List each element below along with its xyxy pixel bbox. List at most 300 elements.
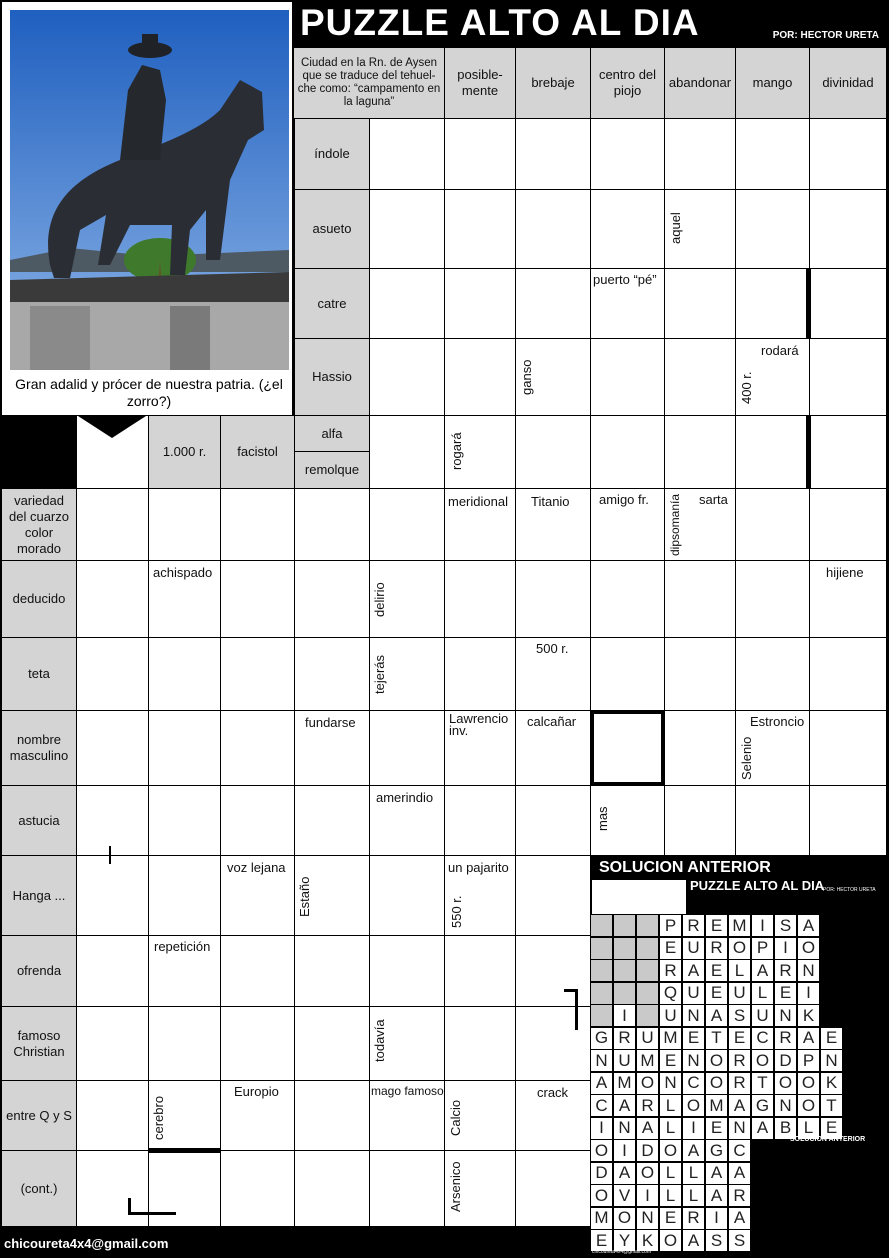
corner-mark — [564, 989, 578, 992]
solution-cell: C — [590, 1094, 613, 1117]
answer-cell[interactable] — [148, 637, 221, 711]
answer-cell[interactable] — [220, 560, 295, 638]
answer-cell[interactable] — [444, 189, 516, 269]
answer-cell[interactable] — [809, 189, 887, 269]
row-clue-hanga: Hanga ... — [1, 855, 77, 936]
clue-facistol: facistol — [220, 415, 295, 489]
solution-cell: M — [613, 1072, 636, 1095]
hint-estano: Estaño — [297, 876, 312, 917]
solution-cell: A — [728, 1162, 751, 1185]
solution-cell: A — [705, 1162, 728, 1185]
hint-crack: crack — [537, 1085, 569, 1100]
answer-cell[interactable] — [369, 1150, 445, 1227]
row-clue-nombre: nombre masculino — [1, 710, 77, 786]
answer-cell[interactable] — [148, 488, 221, 561]
tick-mark — [109, 846, 111, 864]
solution-cell: O — [797, 1072, 820, 1095]
answer-cell[interactable] — [220, 1150, 295, 1227]
answer-cell[interactable] — [444, 1006, 516, 1081]
solution-cell: N — [728, 1117, 751, 1140]
solution-cell: E — [705, 959, 728, 982]
solution-cell: I — [682, 1117, 705, 1140]
answer-cell[interactable] — [444, 560, 516, 638]
column-clue-1: Ciudad en la Rn. de Aysen que se traduce del tehuel-che como: “campamento en la laguna” — [293, 47, 445, 119]
solution-cell: O — [774, 1072, 797, 1095]
answer-cell[interactable] — [444, 118, 516, 190]
solution-cell: N — [613, 1117, 636, 1140]
answer-cell[interactable] — [76, 710, 149, 786]
solution-cell: L — [751, 982, 774, 1005]
hint-cerebro: cerebro — [151, 1095, 166, 1140]
solution-cell: A — [636, 1117, 659, 1140]
answer-cell[interactable] — [735, 415, 810, 489]
solution-cell: C — [682, 1072, 705, 1095]
answer-cell[interactable] — [294, 1080, 370, 1151]
solution-cell: L — [659, 1184, 682, 1207]
answer-cell[interactable] — [735, 189, 810, 269]
answer-cell[interactable] — [220, 710, 295, 786]
answer-cell[interactable] — [515, 268, 591, 339]
solution-cell: T — [705, 1027, 728, 1050]
row-clue-astucia: astucia — [1, 785, 77, 856]
solution-cell: N — [774, 1004, 797, 1027]
hint-dipsomania: dipsomanía — [668, 493, 682, 556]
solution-cell: S — [728, 1004, 751, 1027]
solution-cell: O — [682, 1094, 705, 1117]
solution-cell: O — [590, 1184, 613, 1207]
answer-cell[interactable] — [809, 338, 887, 416]
hint-amerindio: amerindio — [376, 790, 434, 805]
solution-cell: L — [682, 1184, 705, 1207]
row-clue-teta: teta — [1, 637, 77, 711]
hint-selenio: Selenio — [739, 736, 754, 780]
solution-cell: A — [682, 1139, 705, 1162]
answer-cell[interactable] — [664, 637, 736, 711]
answer-cell[interactable] — [515, 785, 591, 856]
solution-title: SOLUCION ANTERIOR — [599, 859, 771, 876]
column-clue-7: divinidad — [809, 47, 887, 119]
solution-cell — [636, 1004, 659, 1027]
solution-cell: A — [705, 1184, 728, 1207]
hint-delirio: delirio — [372, 582, 387, 617]
solution-cell: O — [636, 1162, 659, 1185]
solution-cell: N — [590, 1049, 613, 1072]
answer-cell[interactable] — [369, 855, 445, 936]
answer-cell[interactable] — [369, 710, 445, 786]
statue-photo — [10, 10, 289, 370]
solution-cell: R — [659, 959, 682, 982]
solution-cell: N — [682, 1049, 705, 1072]
answer-cell[interactable] — [590, 338, 665, 416]
author-byline: POR: HECTOR URETA — [772, 30, 879, 41]
solution-cell — [613, 937, 636, 960]
solution-cell: N — [636, 1207, 659, 1230]
answer-cell[interactable] — [294, 1150, 370, 1227]
clue-remolque: remolque — [294, 451, 370, 489]
answer-cell[interactable] — [148, 1006, 221, 1081]
solution-cell — [636, 959, 659, 982]
thick-bar — [806, 268, 811, 339]
answer-cell[interactable] — [664, 415, 736, 489]
solution-cell: M — [659, 1027, 682, 1050]
solution-cell: K — [820, 1072, 843, 1095]
solution-cell: D — [636, 1139, 659, 1162]
solution-cell: V — [613, 1184, 636, 1207]
solution-cell — [613, 982, 636, 1005]
solution-cell: O — [659, 1139, 682, 1162]
answer-cell[interactable] — [664, 268, 736, 339]
solution-cell: G — [751, 1094, 774, 1117]
solution-cell: R — [728, 1049, 751, 1072]
solution-cell: L — [659, 1117, 682, 1140]
answer-cell[interactable] — [444, 785, 516, 856]
row-clue-cuarzo: variedad del cuarzo color morado — [1, 488, 77, 561]
answer-cell[interactable] — [664, 560, 736, 638]
solution-cell: R — [728, 1072, 751, 1095]
solution-cell: K — [636, 1229, 659, 1252]
solution-cell — [636, 914, 659, 937]
answer-cell[interactable] — [369, 415, 445, 489]
hint-rogara: rogará — [449, 432, 464, 470]
answer-cell[interactable] — [809, 268, 887, 339]
hint-repeticion: repetición — [154, 939, 211, 954]
solution-cell: E — [705, 982, 728, 1005]
solution-cell: O — [705, 1072, 728, 1095]
solution-cell: A — [682, 959, 705, 982]
answer-cell[interactable] — [735, 637, 810, 711]
answer-cell[interactable] — [664, 338, 736, 416]
row-clue-asueto: asueto — [294, 189, 370, 269]
solution-cell: R — [774, 1027, 797, 1050]
answer-cell[interactable] — [735, 560, 810, 638]
answer-cell[interactable] — [664, 710, 736, 786]
solution-cell: L — [797, 1117, 820, 1140]
row-clue-qys: entre Q y S — [1, 1080, 77, 1151]
solution-cell: I — [613, 1004, 636, 1027]
answer-cell[interactable] — [294, 785, 370, 856]
solution-cell — [590, 1004, 613, 1027]
solution-cell: U — [682, 982, 705, 1005]
puzzle-title: PUZZLE ALTO AL DIA — [300, 2, 700, 43]
solution-cell: U — [728, 982, 751, 1005]
row-clue-catre: catre — [294, 268, 370, 339]
solution-cell: C — [751, 1027, 774, 1050]
solution-cell — [613, 914, 636, 937]
hint-ganso: ganso — [519, 359, 534, 395]
answer-cell[interactable] — [76, 935, 149, 1007]
row-clue-hassio: Hassio — [294, 338, 370, 416]
answer-cell[interactable] — [148, 855, 221, 936]
solution-cell: E — [820, 1027, 843, 1050]
row-clue-deducido: deducido — [1, 560, 77, 638]
solution-cell: I — [751, 914, 774, 937]
solution-cell: E — [774, 982, 797, 1005]
answer-cell[interactable] — [294, 1006, 370, 1081]
answer-cell[interactable] — [590, 637, 665, 711]
column-clue-6: mango — [735, 47, 810, 119]
answer-cell[interactable] — [220, 1006, 295, 1081]
solution-cell: I — [613, 1139, 636, 1162]
answer-cell[interactable] — [76, 1006, 149, 1081]
answer-cell[interactable] — [444, 637, 516, 711]
solution-cell: Y — [613, 1229, 636, 1252]
hint-calcio: Calcio — [448, 1099, 463, 1136]
solution-cell: M — [590, 1207, 613, 1230]
solution-cell: A — [705, 1004, 728, 1027]
answer-cell[interactable] — [590, 560, 665, 638]
solution-cell: O — [751, 1049, 774, 1072]
hint-rodara: rodará — [761, 343, 799, 358]
solution-cell: E — [682, 1027, 705, 1050]
answer-cell[interactable] — [515, 1006, 591, 1081]
answer-cell[interactable] — [148, 1150, 221, 1227]
hint-arsenico: Arsenico — [448, 1161, 463, 1212]
solution-cell: I — [590, 1117, 613, 1140]
answer-cell[interactable] — [809, 488, 887, 561]
solution-cell: O — [705, 1049, 728, 1072]
answer-cell[interactable] — [809, 415, 887, 489]
solution-cell: E — [705, 914, 728, 937]
answer-cell[interactable] — [220, 935, 295, 1007]
thick-bar — [806, 415, 811, 489]
solution-cell: A — [797, 914, 820, 937]
solution-cell: S — [774, 914, 797, 937]
answer-cell[interactable] — [735, 268, 810, 339]
solution-cell: L — [728, 959, 751, 982]
row-clue-ofrenda: ofrenda — [1, 935, 77, 1007]
solution-cell: A — [613, 1162, 636, 1185]
answer-cell[interactable] — [369, 118, 445, 190]
answer-cell[interactable] — [590, 415, 665, 489]
solution-cell — [590, 982, 613, 1005]
answer-cell[interactable] — [76, 488, 149, 561]
answer-cell[interactable] — [515, 560, 591, 638]
solution-cell: I — [797, 982, 820, 1005]
hint-achispado: achispado — [153, 565, 213, 580]
answer-cell[interactable] — [735, 118, 810, 190]
solution-cell: A — [751, 1117, 774, 1140]
answer-cell[interactable] — [515, 118, 591, 190]
solution-cell: D — [590, 1162, 613, 1185]
answer-cell[interactable] — [220, 488, 295, 561]
hint-550r: 550 r. — [449, 895, 464, 928]
answer-cell[interactable] — [809, 118, 887, 190]
solution-cell: A — [728, 1207, 751, 1230]
solution-cell: A — [590, 1072, 613, 1095]
solution-cell: N — [659, 1072, 682, 1095]
answer-cell[interactable] — [76, 785, 149, 856]
footer-email: chicoureta4x4@gmail.com — [4, 1236, 169, 1251]
hint-hijiene: hijiene — [826, 565, 864, 580]
answer-cell[interactable] — [369, 189, 445, 269]
solution-cell: N — [820, 1049, 843, 1072]
solution-cell: D — [774, 1049, 797, 1072]
solution-cell: O — [613, 1207, 636, 1230]
row-clue-indole: índole — [294, 118, 370, 190]
solution-cell: U — [659, 1004, 682, 1027]
hint-todavia: todavía — [372, 1019, 387, 1062]
hint-estroncio: Estroncio — [750, 714, 805, 729]
solution-cell: S — [705, 1229, 728, 1252]
solution-cell: E — [659, 1049, 682, 1072]
hint-aquel: aquel — [668, 212, 683, 244]
arrow-down-icon — [78, 416, 146, 438]
answer-cell[interactable] — [369, 268, 445, 339]
solution-cell — [590, 937, 613, 960]
corner-mark — [128, 1212, 176, 1215]
solution-cell: A — [728, 1094, 751, 1117]
solution-cell — [636, 937, 659, 960]
thick-bar — [148, 1148, 221, 1153]
hint-pajarito: un pajarito — [448, 860, 509, 875]
column-clue-4: centro del piojo — [590, 47, 665, 119]
answer-cell[interactable] — [515, 189, 591, 269]
solution-cell: L — [682, 1162, 705, 1185]
solution-cell: E — [705, 1117, 728, 1140]
answer-cell[interactable] — [590, 710, 665, 786]
solution-cell: G — [705, 1139, 728, 1162]
solution-byline: POR: HECTOR URETA — [823, 887, 876, 893]
solution-cell: R — [682, 914, 705, 937]
hint-500r: 500 r. — [536, 641, 569, 656]
solution-cell: E — [659, 937, 682, 960]
hint-tejeras: tejerás — [372, 654, 387, 694]
answer-cell[interactable] — [294, 560, 370, 638]
solution-cell: I — [636, 1184, 659, 1207]
answer-cell[interactable] — [220, 785, 295, 856]
solution-cell: U — [636, 1027, 659, 1050]
solution-cell: U — [682, 937, 705, 960]
solution-cell: E — [728, 1027, 751, 1050]
hint-mago: mago famoso — [371, 1084, 444, 1098]
hint-titanio: Titanio — [531, 494, 570, 509]
solution-cell: R — [705, 937, 728, 960]
answer-cell[interactable] — [76, 560, 149, 638]
solution-subtitle: PUZZLE ALTO AL DIA — [690, 878, 825, 893]
hint-400r: 400 r. — [739, 371, 754, 404]
solution-cell: C — [728, 1139, 751, 1162]
answer-cell[interactable] — [76, 637, 149, 711]
answer-cell[interactable] — [76, 1080, 149, 1151]
answer-cell[interactable] — [369, 935, 445, 1007]
hint-calcanar: calcañar — [527, 714, 577, 729]
answer-cell[interactable] — [590, 189, 665, 269]
solution-email: chicoureta4x4@gmail.com — [592, 1249, 651, 1255]
solution-cell: P — [751, 937, 774, 960]
solution-cell: N — [774, 1094, 797, 1117]
solution-cell — [636, 982, 659, 1005]
hint-sarta: sarta — [699, 492, 728, 507]
solution-cell: I — [705, 1207, 728, 1230]
solution-cell: S — [728, 1229, 751, 1252]
hint-fundarse: fundarse — [305, 715, 356, 730]
solution-cell: A — [797, 1027, 820, 1050]
answer-cell[interactable] — [664, 785, 736, 856]
row-clue-christian: famoso Christian — [1, 1006, 77, 1081]
answer-cell[interactable] — [148, 710, 221, 786]
answer-cell[interactable] — [369, 488, 445, 561]
answer-cell[interactable] — [735, 785, 810, 856]
solution-cell: O — [797, 937, 820, 960]
answer-cell[interactable] — [444, 268, 516, 339]
answer-cell[interactable] — [294, 935, 370, 1007]
clue-1000r: 1.000 r. — [148, 415, 221, 489]
answer-cell[interactable] — [515, 935, 591, 1007]
corner-mark — [575, 989, 578, 1030]
solution-cell: R — [682, 1207, 705, 1230]
hint-meridional: meridional — [448, 494, 508, 509]
solution-cell: B — [774, 1117, 797, 1140]
solution-label: SOLUCION ANTERIOR — [790, 1136, 866, 1143]
column-clue-5: abandonar — [664, 47, 736, 119]
solution-cell: E — [590, 1229, 613, 1252]
answer-cell[interactable] — [444, 935, 516, 1007]
solution-cell: M — [636, 1049, 659, 1072]
solution-cell: A — [613, 1094, 636, 1117]
solution-cell: T — [751, 1072, 774, 1095]
solution-cell: A — [682, 1229, 705, 1252]
answer-cell[interactable] — [515, 415, 591, 489]
photo-panel — [2, 2, 292, 415]
answer-cell[interactable] — [294, 637, 370, 711]
solution-cell: O — [728, 937, 751, 960]
solution-cell: O — [636, 1072, 659, 1095]
answer-cell[interactable] — [76, 855, 149, 936]
hint-amigo: amigo fr. — [599, 492, 649, 507]
hint-europio: Europio — [234, 1084, 279, 1099]
solution-cell: M — [728, 914, 751, 937]
answer-cell[interactable] — [444, 338, 516, 416]
answer-cell[interactable] — [590, 118, 665, 190]
answer-cell[interactable] — [809, 710, 887, 786]
hint-mas: mas — [595, 806, 610, 831]
solution-cell — [613, 959, 636, 982]
hint-lawrencio: Lawrencio inv. — [449, 711, 509, 738]
solution-cell: R — [613, 1027, 636, 1050]
solution-cell: U — [613, 1049, 636, 1072]
answer-cell[interactable] — [735, 488, 810, 561]
answer-cell[interactable] — [220, 637, 295, 711]
solution-cell: O — [797, 1094, 820, 1117]
answer-cell[interactable] — [369, 338, 445, 416]
solution-cell — [590, 959, 613, 982]
solution-cell: L — [659, 1162, 682, 1185]
solution-cell — [590, 914, 613, 937]
solution-cell: A — [751, 959, 774, 982]
answer-cell[interactable] — [76, 1150, 149, 1227]
solution-cell: I — [774, 937, 797, 960]
solution-cell: O — [590, 1139, 613, 1162]
answer-cell[interactable] — [294, 488, 370, 561]
column-clue-3: brebaje — [515, 47, 591, 119]
column-clue-2: posible-mente — [444, 47, 516, 119]
solution-cell: L — [659, 1094, 682, 1117]
answer-cell[interactable] — [515, 1150, 591, 1227]
answer-cell[interactable] — [515, 855, 591, 936]
answer-cell[interactable] — [809, 637, 887, 711]
solution-cell: P — [797, 1049, 820, 1072]
answer-cell[interactable] — [809, 785, 887, 856]
solution-cell: G — [590, 1027, 613, 1050]
answer-cell[interactable] — [148, 785, 221, 856]
clue-alfa: alfa — [294, 415, 370, 452]
hint-puerto-pe: puerto “pé” — [593, 272, 657, 287]
answer-cell[interactable] — [664, 118, 736, 190]
solution-cell: E — [820, 1117, 843, 1140]
solution-cell: M — [705, 1094, 728, 1117]
photo-caption: Gran adalid y prócer de nuestra patria. (¿el zorro?) — [15, 376, 283, 409]
solution-cell: P — [659, 914, 682, 937]
